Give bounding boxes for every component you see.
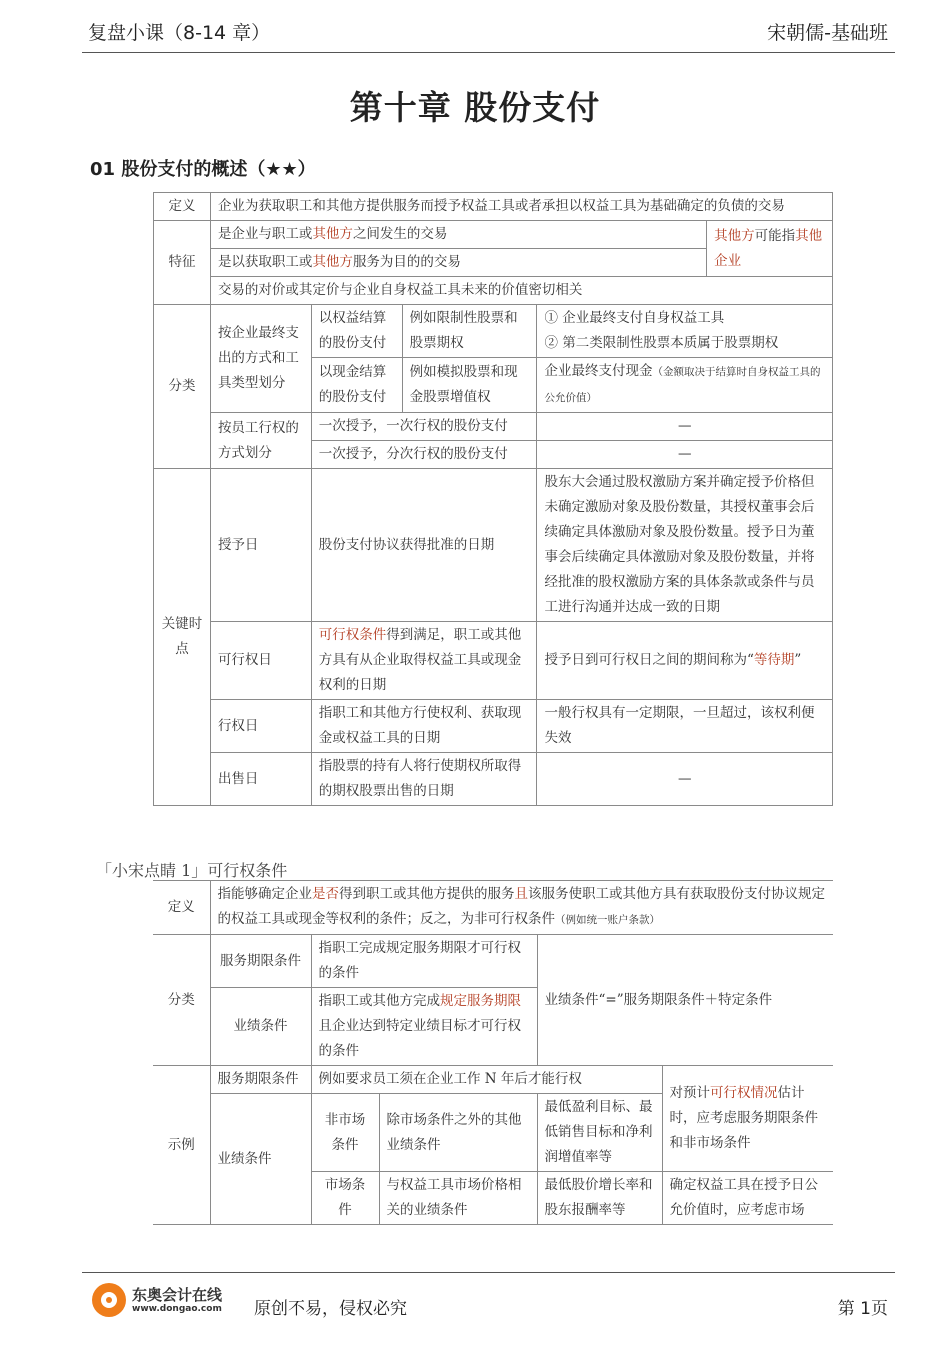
non-market-def: 除市场条件之外的其他业绩条件 — [379, 1094, 537, 1172]
dash-cell: — — [537, 753, 833, 806]
dash-cell: — — [537, 413, 833, 441]
grant-date-note: 股东大会通过股权激励方案并确定授予价格但未确定激励对象及股份数量，其授权董事会后续确定具体激励对象及股份数量。授予日为董事会后续确定具体激励对象及股份数量，并将经批准的股权激励方案的具体条款或条件与员工进行沟通并达成一致的日期 — [537, 469, 833, 622]
non-market-example: 最低盈利目标、最低销售目标和净利润增值率等 — [537, 1094, 662, 1172]
service-condition-def: 指职工完成规定服务期限才可行权的条件 — [311, 935, 537, 988]
page-number: 第 1页 — [837, 1299, 888, 1319]
market-def: 与权益工具市场价格相关的业绩条件 — [379, 1172, 537, 1225]
performance-condition-label: 业绩条件 — [210, 988, 311, 1066]
multi-exercise: 一次授予，分次行权的股份支付 — [311, 441, 537, 469]
market-note: 确定权益工具在授予日公允价值时，应考虑市场 — [662, 1172, 833, 1225]
header-divider — [82, 52, 895, 53]
footer-divider — [82, 1272, 895, 1273]
cash-settled: 以现金结算的股份支付 — [311, 358, 402, 413]
dash-cell: — — [537, 441, 833, 469]
sell-date-label: 出售日 — [210, 753, 311, 806]
def-text: 企业为获取职工和其他方提供服务而授予权益工具或者承担以权益工具为基础确定的负债的交易 — [210, 193, 832, 221]
class-by-payment: 按企业最终支出的方式和工具类型划分 — [210, 305, 311, 413]
equity-settled: 以权益结算的股份支付 — [311, 305, 402, 358]
logo-url: www.dongao.com — [132, 1303, 222, 1314]
equity-detail: ① 企业最终支付自身权益工具 ② 第二类限制性股票本质属于股票期权 — [537, 305, 833, 358]
single-exercise: 一次授予，一次行权的股份支付 — [311, 413, 537, 441]
performance-note: 业绩条件“=”服务期限条件＋特定条件 — [537, 935, 833, 1066]
example-service-label: 服务期限条件 — [210, 1066, 311, 1094]
exercise-date-label: 行权日 — [210, 700, 311, 753]
market-label: 市场条件 — [311, 1172, 379, 1225]
header-teacher: 宋朝儒-基础班 — [767, 22, 888, 44]
performance-condition-def: 指职工或其他方完成规定服务期限且企业达到特定业绩目标才可行权的条件 — [311, 988, 537, 1066]
grant-date-def: 股份支付协议获得批准的日期 — [311, 469, 537, 622]
exercise-date-def: 指职工和其他方行使权利、获取现金或权益工具的日期 — [311, 700, 537, 753]
logo-icon — [92, 1283, 126, 1317]
key-dates-label: 关键时点 — [154, 469, 211, 806]
class-label: 分类 — [154, 305, 211, 469]
example-estimate-note: 对预计可行权情况估计时，应考虑服务期限条件和非市场条件 — [662, 1066, 833, 1172]
feature-note: 其他方可能指其他企业 — [707, 221, 833, 277]
feature-2: 是以获取职工或其他方服务为目的的交易 — [210, 249, 706, 277]
overview-table — [153, 192, 833, 806]
logo-name: 东奥会计在线 — [132, 1285, 223, 1304]
vest-date-def: 可行权条件得到满足，职工或其他方具有从企业取得权益工具或现金权利的日期 — [311, 622, 537, 700]
non-market-label: 非市场条件 — [311, 1094, 379, 1172]
vc-def-text: 指能够确定企业是否得到职工或其他方提供的服务且该服务使职工或其他方具有获取股份支付协议规定的权益工具或现金等权利的条件；反之，为非可行权条件（例如统一账户条款） — [210, 881, 833, 935]
section-heading: 01 股份支付的概述（★★） — [90, 159, 316, 180]
subsection-heading: 「小宋点睛 1」可行权条件 — [96, 861, 288, 880]
footer-slogan: 原创不易，侵权必究 — [254, 1299, 407, 1319]
grant-date-label: 授予日 — [210, 469, 311, 622]
example-label: 示例 — [153, 1066, 210, 1225]
equity-example: 例如限制性股票和股票期权 — [402, 305, 537, 358]
sell-date-def: 指股票的持有人将行使期权所取得的期权股票出售的日期 — [311, 753, 537, 806]
vc-def-label: 定义 — [153, 881, 210, 935]
exercise-date-note: 一般行权具有一定期限，一旦超过，该权利便失效 — [537, 700, 833, 753]
header-course: 复盘小课（8-14 章） — [88, 22, 271, 44]
dongao-logo — [92, 1283, 222, 1317]
example-service-text: 例如要求员工须在企业工作 N 年后才能行权 — [311, 1066, 662, 1094]
service-condition-label: 服务期限条件 — [210, 935, 311, 988]
feature-label: 特征 — [154, 221, 211, 305]
vesting-conditions-table — [153, 880, 833, 1225]
class-by-exercise: 按员工行权的方式划分 — [210, 413, 311, 469]
page-title: 第十章 股份支付 — [349, 88, 601, 127]
market-example: 最低股价增长率和股东报酬率等 — [537, 1172, 662, 1225]
example-performance-label: 业绩条件 — [210, 1094, 311, 1225]
feature-1: 是企业与职工或其他方之间发生的交易 — [210, 221, 706, 249]
feature-3: 交易的对价或其定价与企业自身权益工具未来的价值密切相关 — [210, 277, 832, 305]
cash-detail: 企业最终支付现金（金额取决于结算时自身权益工具的公允价值） — [537, 358, 833, 413]
vest-date-note: 授予日到可行权日之间的期间称为“等待期” — [537, 622, 833, 700]
vest-date-label: 可行权日 — [210, 622, 311, 700]
def-label: 定义 — [154, 193, 211, 221]
cash-example: 例如模拟股票和现金股票增值权 — [402, 358, 537, 413]
vc-class-label: 分类 — [153, 935, 210, 1066]
